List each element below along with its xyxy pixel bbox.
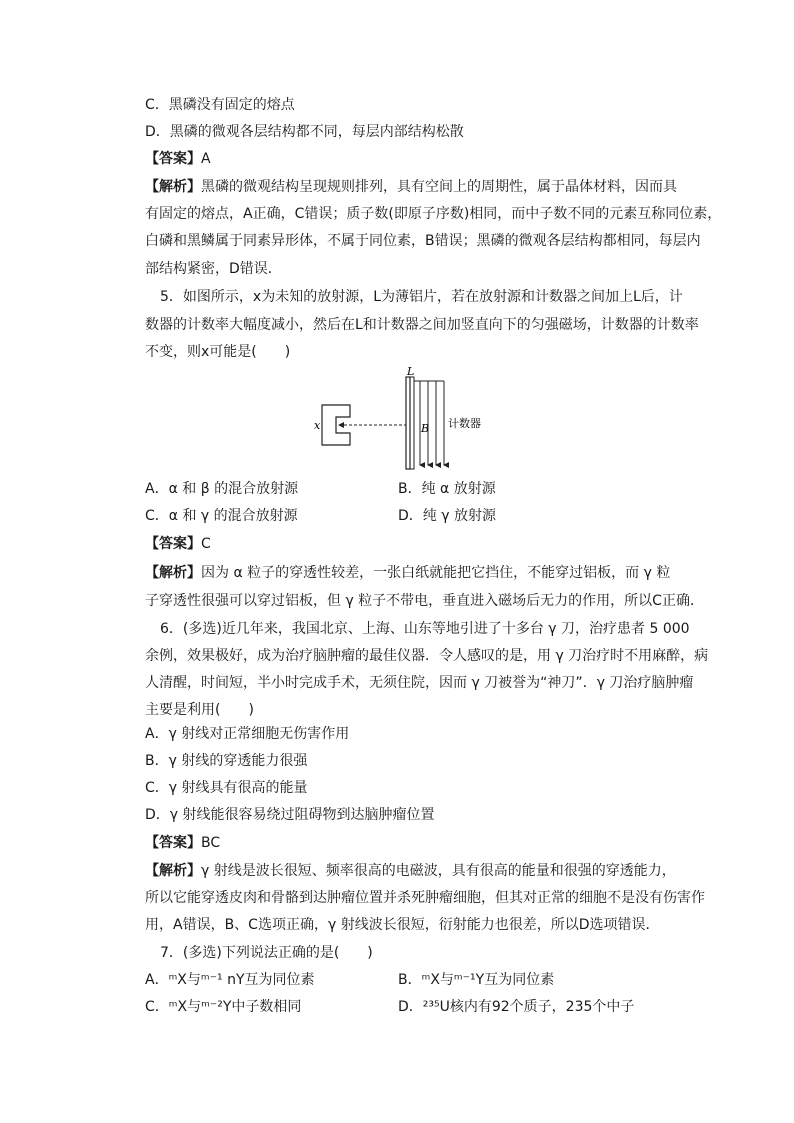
- q6-stem-line-4: 主要是利用( ): [145, 702, 254, 718]
- answer-value: C: [201, 536, 211, 552]
- q7-option-d: D．²³⁵U核内有92个质子，235个中子: [398, 999, 635, 1015]
- q5-figure-svg: [310, 365, 500, 475]
- answer-tag: 【答案】: [145, 151, 201, 167]
- q7-option-c: C．ᵐX与ᵐ⁻²Y中子数相同: [145, 999, 302, 1015]
- q4-analysis-line-2: 有固定的熔点，A正确，C错误；质子数(即原子序数)相同，而中子数不同的元素互称同位素，: [145, 206, 722, 222]
- analysis-text: 黑磷的微观结构呈现规则排列，具有空间上的周期性，属于晶体材料，因而具: [201, 179, 677, 195]
- q6-stem-line-2: 余例，效果极好，成为治疗脑肿瘤的最佳仪器．令人感叹的是，用 γ 刀治疗时不用麻醉，病: [145, 648, 709, 664]
- q5-stem-line-3: 不变，则x可能是( ): [145, 344, 291, 360]
- q5-figure: [310, 365, 500, 475]
- q5-options-row-1: [0, 476, 794, 502]
- q4-analysis-line-4: 部结构紧密，D错误．: [145, 261, 282, 277]
- q6-analysis-line-2: 所以它能穿透皮肉和骨骼到达肿瘤位置并杀死肿瘤细胞，但其对正常的细胞不是没有伤害作: [145, 890, 705, 906]
- answer-tag: 【答案】: [145, 835, 201, 851]
- q7-option-a: A．ᵐX与ᵐ⁻¹ nY互为同位素: [145, 972, 315, 988]
- q7-options-row-2: [0, 994, 794, 1020]
- q5-option-c: C．α 和 γ 的混合放射源: [145, 508, 298, 524]
- q5-options-row-2: [0, 503, 794, 529]
- label-L: L: [407, 365, 415, 378]
- q5-analysis-line-1: [0, 560, 794, 586]
- q7-option-b: B．ᵐX与ᵐ⁻¹Y互为同位素: [398, 972, 555, 988]
- q6-analysis-line-3: 用，A错误，B、C选项正确，γ 射线波长很短，衍射能力也很差，所以D选项错误．: [145, 917, 660, 933]
- analysis-tag: 【解析】: [145, 565, 201, 581]
- q5-option-b: B．纯 α 放射源: [398, 481, 496, 497]
- analysis-tag: 【解析】: [145, 179, 201, 195]
- q6-answer: [0, 830, 794, 856]
- q6-option-a: A．γ 射线对正常细胞无伤害作用: [145, 726, 350, 742]
- aluminum-plate-edge: [410, 377, 414, 469]
- aluminum-plate: [406, 377, 410, 469]
- q4-analysis-line-3: 白磷和黑鳞属于同素异形体，不属于同位素，B错误；黑磷的微观各层结构都相同，每层内: [145, 233, 701, 249]
- q7-options-row-1: [0, 967, 794, 993]
- q6-option-d: D．γ 射线能很容易绕过阻碍物到达脑肿瘤位置: [145, 807, 435, 823]
- answer-tag: 【答案】: [145, 536, 201, 552]
- label-x: x: [314, 419, 321, 432]
- q6-option-c: C．γ 射线具有很高的能量: [145, 780, 308, 796]
- q5-answer: [0, 531, 794, 557]
- q4-option-c: C．黑磷没有固定的熔点: [145, 97, 295, 113]
- source-pointer-icon: [338, 422, 344, 428]
- q5-stem-line-2: 数器的计数率大幅度减小，然后在L和计数器之间加竖直向下的匀强磁场，计数器的计数率: [145, 317, 699, 333]
- analysis-text: γ 射线是波长很短、频率很高的电磁波，具有很高的能量和很强的穿透能力，: [201, 863, 676, 879]
- answer-value: A: [201, 151, 211, 167]
- q6-analysis-line-1: [0, 858, 794, 884]
- q5-analysis-line-2: 子穿透性很强可以穿过铝板，但 γ 粒子不带电，垂直进入磁场后无力的作用，所以C正确．: [145, 593, 704, 609]
- q5-option-a: A．α 和 β 的混合放射源: [145, 481, 299, 497]
- q7-stem: 7．(多选)下列说法正确的是( ): [160, 945, 373, 961]
- label-B: B: [421, 422, 430, 435]
- analysis-tag: 【解析】: [145, 863, 201, 879]
- q4-answer: [0, 146, 794, 172]
- q6-stem-line-3: 人清醒，时间短，半小时完成手术，无须住院，因而 γ 刀被誉为“神刀”．γ 刀治疗脑肿瘤: [145, 675, 694, 691]
- q4-option-d: D．黑磷的微观各层结构都不同，每层内部结构松散: [145, 124, 464, 140]
- q6-stem-line-1: 6．(多选)近几年来，我国北京、上海、山东等地引进了十多台 γ 刀，治疗患者 5 000: [160, 621, 690, 637]
- q5-stem-line-1: 5．如图所示，x为未知的放射源，L为薄铝片，若在放射源和计数器之间加上L后，计: [160, 289, 683, 305]
- label-counter: 计数器: [448, 417, 481, 430]
- analysis-text: 因为 α 粒子的穿透性较差，一张白纸就能把它挡住，不能穿过铝板，而 γ 粒: [201, 565, 671, 581]
- q5-option-d: D．纯 γ 放射源: [398, 508, 496, 524]
- q6-option-b: B．γ 射线的穿透能力很强: [145, 753, 308, 769]
- q4-analysis-line-1: [0, 174, 794, 200]
- answer-value: BC: [201, 835, 221, 851]
